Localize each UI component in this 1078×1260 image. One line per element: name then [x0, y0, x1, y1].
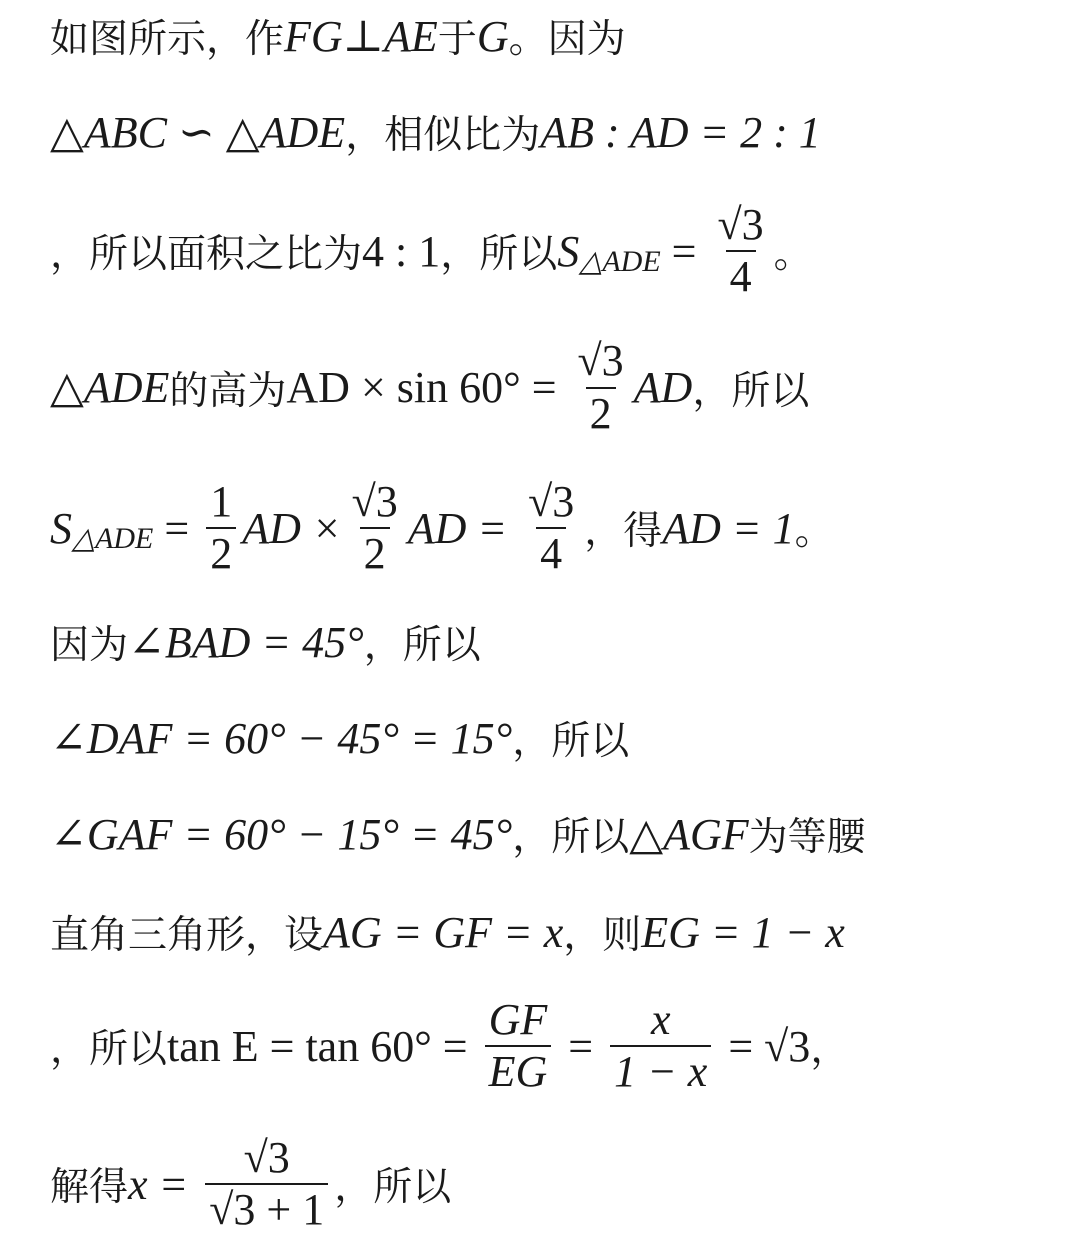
math: ∠DAF = 60° − 45° = 15° — [50, 713, 513, 763]
numerator: √3 — [528, 476, 575, 526]
numerator: GF — [488, 994, 548, 1044]
text: ，所以 — [440, 232, 558, 277]
numerator: √3 — [243, 1132, 290, 1182]
text: ，所以 — [512, 719, 630, 764]
text: 的高为 — [169, 368, 287, 414]
text: ，所以 — [512, 815, 630, 860]
math-line-10 — [50, 986, 849, 1106]
text: 解得 — [50, 1165, 129, 1210]
numerator: √3 — [577, 336, 624, 386]
fraction — [206, 476, 236, 578]
text: ，相似比为 — [345, 113, 541, 158]
math: tan E = tan 60° = — [167, 1021, 479, 1071]
text: 。 — [794, 509, 834, 554]
math: x = — [128, 1159, 200, 1209]
text: ，所以 — [363, 623, 481, 668]
math: AD × sin 60° = — [286, 363, 568, 412]
math: S — [50, 503, 72, 553]
text: ， — [810, 1027, 850, 1072]
text: 因为 — [50, 623, 129, 668]
fraction — [524, 476, 578, 578]
fraction — [205, 1132, 328, 1234]
text: 为等腰 — [748, 815, 866, 860]
fraction — [713, 199, 767, 301]
math: AD — [633, 363, 693, 412]
math: = — [660, 226, 708, 276]
math: EG = 1 − x — [641, 907, 845, 957]
math-line-3 — [50, 196, 813, 306]
text: ，得 — [584, 509, 663, 554]
math-line-9 — [50, 902, 845, 962]
denominator: 2 — [586, 387, 616, 437]
numerator: 1 — [210, 476, 233, 526]
fraction — [348, 476, 402, 578]
math-line-6 — [50, 612, 481, 672]
math-line-8 — [50, 804, 866, 864]
math: FG⊥AE — [284, 11, 438, 61]
fraction — [485, 994, 552, 1096]
denominator: 1 − x — [610, 1045, 711, 1095]
fraction — [610, 994, 711, 1096]
text: 。因为 — [508, 17, 626, 62]
numerator: √3 — [351, 476, 398, 526]
math: △ADE — [50, 363, 170, 412]
text: ，所以 — [334, 1165, 452, 1210]
text: 如图所示，作 — [50, 17, 285, 62]
math: = √3 — [717, 1021, 811, 1071]
text: 直角三角形，设 — [50, 913, 324, 958]
math: ∠BAD = 45° — [128, 617, 364, 667]
numerator: x — [650, 994, 671, 1044]
fraction — [574, 338, 628, 436]
math-line-7 — [50, 708, 629, 768]
math-line-2 — [50, 102, 821, 162]
math: AD = 1 — [662, 503, 795, 553]
math-line-5 — [50, 468, 834, 588]
math-line-11 — [50, 1124, 451, 1244]
denominator: 4 — [726, 250, 756, 300]
text: 。 — [773, 232, 813, 277]
text: ，所以面积之比为 — [50, 232, 363, 277]
math-line-1 — [50, 6, 626, 66]
math: AB : AD = 2 : 1 — [540, 107, 821, 157]
denominator: 2 — [206, 527, 236, 577]
text: ，所以 — [692, 368, 810, 414]
math: S — [557, 226, 580, 276]
denominator: EG — [485, 1045, 552, 1095]
text: 于 — [437, 17, 477, 62]
denominator: 4 — [536, 527, 566, 577]
math: = — [153, 503, 201, 553]
math: ∠GAF = 60° − 15° = 45° — [50, 809, 513, 859]
denominator: 2 — [360, 527, 390, 577]
math: G — [476, 11, 509, 61]
math-line-4 — [50, 330, 809, 445]
math: AG = GF = x — [323, 907, 564, 957]
math: AD = — [407, 503, 519, 553]
text: ，所以 — [50, 1027, 168, 1072]
math: △AGF — [629, 809, 749, 859]
math: AD × — [242, 503, 342, 553]
math: 4 : 1 — [362, 226, 441, 276]
math: = — [557, 1021, 605, 1071]
math: △ABC ∽ △ADE — [50, 107, 346, 157]
numerator: √3 — [717, 199, 764, 249]
text: ，则 — [563, 913, 642, 958]
subscript: △ADE — [72, 521, 154, 555]
denominator: √3 + 1 — [205, 1183, 328, 1233]
subscript: △ADE — [579, 244, 661, 278]
